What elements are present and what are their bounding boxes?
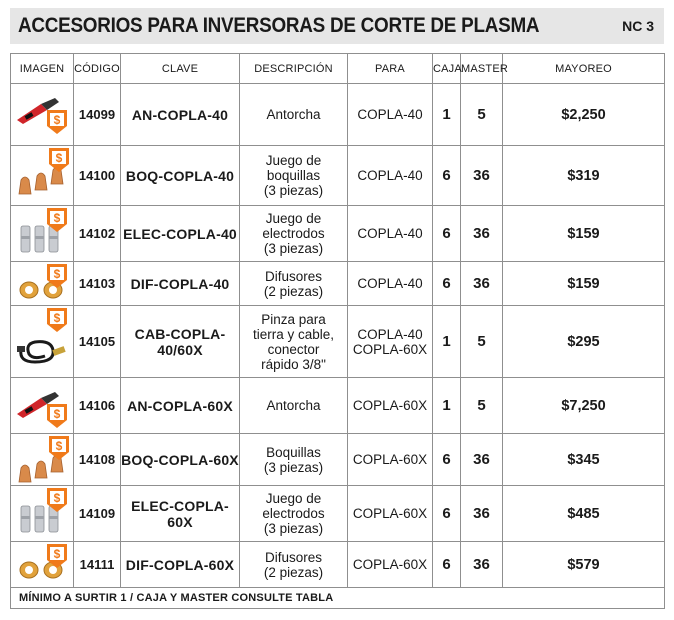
mayoreo-cell: $7,250 xyxy=(503,378,665,434)
table-row xyxy=(11,146,665,206)
mayoreo-cell: $295 xyxy=(503,306,665,378)
descripcion-cell xyxy=(240,378,348,434)
master-cell: 5 xyxy=(461,306,503,378)
codigo-cell: 14108 xyxy=(74,434,121,486)
descripcion-cell xyxy=(240,84,348,146)
codigo-cell: 14100 xyxy=(74,146,121,206)
price-tag-icon xyxy=(47,544,67,568)
table-row xyxy=(11,434,665,486)
master-cell: 36 xyxy=(461,146,503,206)
description-line: electrodos xyxy=(262,226,325,241)
svg-text:$: $ xyxy=(55,151,63,165)
clave-cell: AN-COPLA-60X xyxy=(121,378,240,434)
para-line: COPLA-40 xyxy=(357,168,423,183)
codigo-cell: 14105 xyxy=(74,306,121,378)
price-tag-icon xyxy=(47,264,67,288)
codigo-cell: 14103 xyxy=(74,262,121,306)
product-image-cell xyxy=(11,486,74,542)
svg-text:$: $ xyxy=(53,267,61,281)
header-caja: CAJA xyxy=(433,54,461,84)
description-line: Difusores xyxy=(264,549,323,565)
mayoreo-cell: $319 xyxy=(503,146,665,206)
description-line: (2 piezas) xyxy=(263,283,324,299)
table-row xyxy=(11,84,665,146)
master-cell: 36 xyxy=(461,542,503,588)
product-image-cell xyxy=(11,306,74,378)
codigo-cell: 14111 xyxy=(74,542,121,588)
header-row xyxy=(11,54,665,84)
footer-note: MÍNIMO A SURTIR 1 / CAJA Y MASTER CONSULTE TABLA xyxy=(11,588,665,609)
mayoreo-cell: $485 xyxy=(503,486,665,542)
product-image-cell xyxy=(11,434,74,486)
caja-cell: 1 xyxy=(433,378,461,434)
mayoreo-cell: $2,250 xyxy=(503,84,665,146)
description-line: (3 piezas) xyxy=(263,241,324,256)
clave-cell: ELEC-COPLA-40 xyxy=(121,206,240,262)
price-tag-icon xyxy=(47,110,67,134)
svg-text:$: $ xyxy=(53,547,61,561)
header-clave: CLAVE xyxy=(121,54,240,84)
codigo-cell: 14099 xyxy=(74,84,121,146)
accessories-table xyxy=(10,53,665,609)
master-cell: 5 xyxy=(461,378,503,434)
price-tag-icon xyxy=(47,404,67,428)
description-line: (2 piezas) xyxy=(263,564,324,580)
caja-cell: 6 xyxy=(433,262,461,306)
codigo-cell: 14102 xyxy=(74,206,121,262)
header-codigo: CÓDIGO xyxy=(74,54,121,84)
description-line: (3 piezas) xyxy=(263,521,324,536)
product-image-cell xyxy=(11,206,74,262)
mayoreo-cell: $579 xyxy=(503,542,665,588)
para-line: COPLA-60X xyxy=(352,506,428,521)
para-line: COPLA-40 xyxy=(357,226,423,241)
header-imagen: IMAGEN xyxy=(11,54,74,84)
product-image-cell xyxy=(11,542,74,588)
mayoreo-cell: $159 xyxy=(503,206,665,262)
table-row xyxy=(11,262,665,306)
para-cell xyxy=(348,542,433,588)
table-row xyxy=(11,378,665,434)
description-line: Juego de xyxy=(265,491,322,506)
master-cell: 5 xyxy=(461,84,503,146)
clave-cell: DIF-COPLA-60X xyxy=(121,542,240,588)
master-cell: 36 xyxy=(461,434,503,486)
para-line: COPLA-40 xyxy=(357,107,423,122)
svg-text:$: $ xyxy=(53,113,61,127)
header-descripcion: DESCRIPCIÓN xyxy=(240,54,348,84)
para-cell xyxy=(348,306,433,378)
description-line: rápido 3/8" xyxy=(261,356,326,372)
caja-cell: 6 xyxy=(433,542,461,588)
description-line: (3 piezas) xyxy=(263,183,324,198)
para-line: COPLA-60X xyxy=(352,557,428,572)
description-line: tierra y cable, xyxy=(252,326,335,342)
para-cell xyxy=(348,486,433,542)
catalog-code: NC 3 xyxy=(622,18,654,34)
svg-text:$: $ xyxy=(53,407,61,421)
description-line: Juego de xyxy=(265,211,322,226)
para-cell xyxy=(348,378,433,434)
para-line: COPLA-40 xyxy=(357,326,423,342)
para-cell xyxy=(348,262,433,306)
descripcion-cell xyxy=(240,434,348,486)
table-row xyxy=(11,486,665,542)
para-cell xyxy=(348,434,433,486)
para-line: COPLA-60X xyxy=(352,452,428,467)
descripcion-cell xyxy=(240,262,348,306)
para-line: COPLA-60X xyxy=(352,398,428,413)
mayoreo-cell: $345 xyxy=(503,434,665,486)
clave-cell: CAB-COPLA-40/60X xyxy=(121,306,240,378)
title-bar xyxy=(10,8,664,44)
header-mayoreo: MAYOREO xyxy=(503,54,665,84)
caja-cell: 6 xyxy=(433,434,461,486)
header-para: PARA xyxy=(348,54,433,84)
clave-cell: DIF-COPLA-40 xyxy=(121,262,240,306)
caja-cell: 1 xyxy=(433,84,461,146)
clave-cell: BOQ-COPLA-60X xyxy=(121,434,240,486)
footer-row xyxy=(11,588,665,609)
descripcion-cell xyxy=(240,542,348,588)
description-line: Antorcha xyxy=(266,107,321,122)
description-line: Juego de xyxy=(265,153,322,168)
caja-cell: 6 xyxy=(433,146,461,206)
codigo-cell: 14109 xyxy=(74,486,121,542)
svg-text:$: $ xyxy=(53,211,61,225)
svg-text:$: $ xyxy=(55,439,63,453)
mayoreo-cell: $159 xyxy=(503,262,665,306)
clave-cell: AN-COPLA-40 xyxy=(121,84,240,146)
svg-text:$: $ xyxy=(53,311,61,325)
page-title: ACCESORIOS PARA INVERSORAS DE CORTE DE PLASMA xyxy=(18,14,540,37)
descripcion-cell xyxy=(240,306,348,378)
master-cell: 36 xyxy=(461,262,503,306)
description-line: Difusores xyxy=(264,268,323,284)
price-tag-icon xyxy=(47,488,67,512)
table-row xyxy=(11,542,665,588)
para-line: COPLA-60X xyxy=(352,341,428,357)
product-image-cell xyxy=(11,84,74,146)
price-tag-icon xyxy=(47,208,67,232)
cable-clamp-icon xyxy=(15,328,67,368)
para-line: COPLA-40 xyxy=(357,276,423,291)
product-image-cell xyxy=(11,146,74,206)
master-cell: 36 xyxy=(461,486,503,542)
header-master: MASTER xyxy=(461,54,503,84)
price-tag-icon xyxy=(49,436,69,460)
product-image-cell xyxy=(11,262,74,306)
caja-cell: 6 xyxy=(433,206,461,262)
price-tag-icon xyxy=(47,308,67,332)
descripcion-cell xyxy=(240,146,348,206)
codigo-cell: 14106 xyxy=(74,378,121,434)
table-row xyxy=(11,306,665,378)
clave-cell: BOQ-COPLA-40 xyxy=(121,146,240,206)
table-row xyxy=(11,206,665,262)
description-line: Antorcha xyxy=(266,398,321,413)
caja-cell: 6 xyxy=(433,486,461,542)
description-line: Pinza para xyxy=(261,311,326,327)
para-cell xyxy=(348,146,433,206)
description-line: electrodos xyxy=(262,506,325,521)
para-cell xyxy=(348,84,433,146)
description-line: conector xyxy=(267,341,320,357)
description-line: boquillas xyxy=(266,168,321,183)
para-cell xyxy=(348,206,433,262)
product-image-cell xyxy=(11,378,74,434)
clave-cell: ELEC-COPLA-60X xyxy=(121,486,240,542)
caja-cell: 1 xyxy=(433,306,461,378)
description-line: Boquillas xyxy=(266,444,321,460)
descripcion-cell xyxy=(240,486,348,542)
description-line: (3 piezas) xyxy=(263,459,324,475)
master-cell: 36 xyxy=(461,206,503,262)
svg-text:$: $ xyxy=(53,491,61,505)
price-tag-icon xyxy=(49,148,69,172)
descripcion-cell xyxy=(240,206,348,262)
